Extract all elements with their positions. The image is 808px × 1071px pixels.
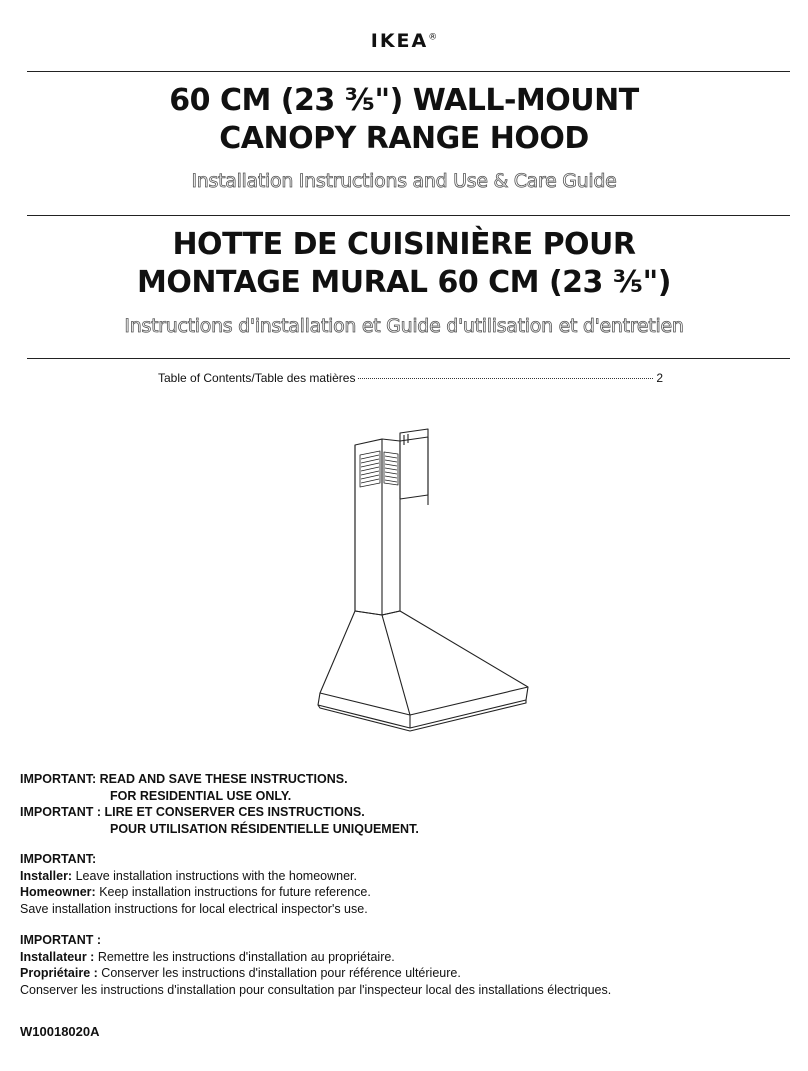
important-label-en: IMPORTANT: [20, 772, 97, 786]
proprietaire-text: Conserver les instructions d'installation pour référence ultérieure. [101, 966, 461, 980]
title-english [0, 82, 808, 158]
installateur-text: Remettre les instructions d'installation au propriétaire. [97, 949, 395, 964]
toc-label: Table of Contents/Table des matières [158, 371, 356, 385]
installer-label: Installer: [20, 868, 73, 883]
divider-middle [27, 215, 790, 216]
toc-page-number: 2 [656, 371, 663, 385]
read-save-instructions: READ AND SAVE THESE INSTRUCTIONS. [99, 772, 348, 786]
proprietaire-label: Propriétaire : [20, 966, 98, 980]
lire-conserver-instructions: LIRE ET CONSERVER CES INSTRUCTIONS. [104, 805, 365, 819]
subtitle-english: Installation Instructions and Use & Care Guide [191, 170, 617, 192]
important-label-fr: IMPORTANT : [20, 805, 102, 819]
document-code: W10018020A [20, 1024, 100, 1039]
french-notes-heading: IMPORTANT : [20, 933, 102, 947]
title-french-line2: MONTAGE MURAL 60 CM (23 ³⁄₅") [136, 265, 671, 300]
homeowner-text: Keep installation instructions for future reference. [99, 885, 371, 899]
title-french [0, 226, 808, 302]
divider-top [27, 71, 790, 72]
english-notes [20, 851, 371, 917]
homeowner-label: Homeowner: [20, 885, 96, 899]
title-french-line1: HOTTE DE CUISINIÈRE POUR [172, 227, 636, 262]
divider-bottom [27, 358, 790, 359]
subtitle-french: Instructions d'installation et Guide d'utilisation et d'entretien [124, 315, 684, 337]
residential-use-en: FOR RESIDENTIAL USE ONLY. [110, 788, 292, 803]
english-notes-heading: IMPORTANT: [20, 852, 97, 866]
installateur-label: Installateur : [20, 949, 95, 964]
title-english-line2: CANOPY RANGE HOOD [219, 121, 589, 156]
range-hood-illustration [300, 425, 540, 740]
inspector-note-fr: Conserver les instructions d'installation pour consultation par l'inspecteur local des installations électriques. [20, 982, 612, 997]
ikea-logo: IKEA® [370, 30, 438, 52]
title-english-line1: 60 CM (23 ³⁄₅") WALL-MOUNT [169, 83, 639, 118]
installer-text: Leave installation instructions with the homeowner. [75, 868, 358, 883]
table-of-contents-entry[interactable] [158, 371, 663, 385]
french-notes [20, 932, 611, 998]
residential-use-fr: POUR UTILISATION RÉSIDENTIELLE UNIQUEMENT. [110, 821, 419, 836]
important-notice [20, 771, 419, 837]
inspector-note-en: Save installation instructions for local electrical inspector's use. [20, 901, 368, 916]
toc-leader-dots [358, 378, 653, 379]
